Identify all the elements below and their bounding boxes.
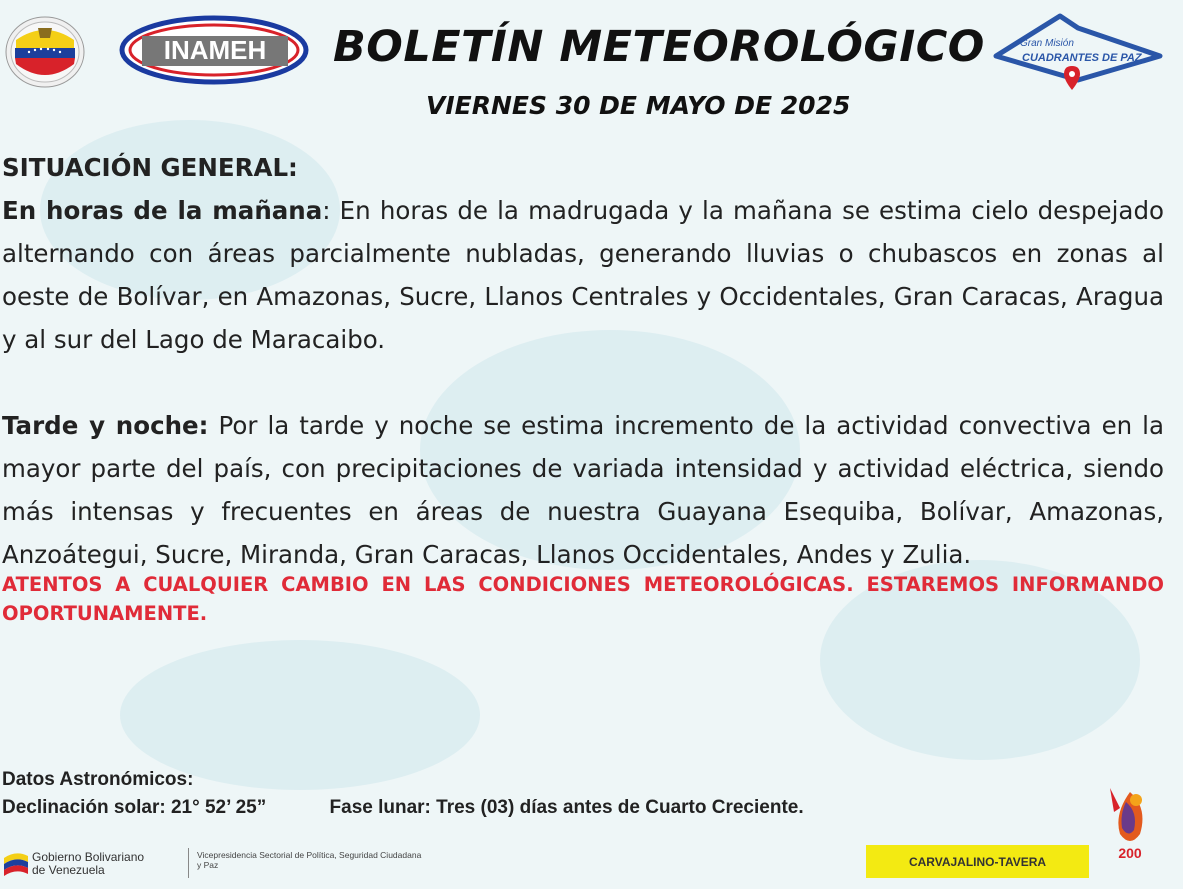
venezuela-seal-icon	[4, 14, 86, 90]
badge-label: CARVAJALINO-TAVERA	[908, 854, 1047, 869]
svg-text:200: 200	[1118, 845, 1142, 861]
svg-text:INAMEH: INAMEH	[163, 35, 267, 65]
paragraph-gap	[2, 361, 1164, 404]
bulletin-date: VIERNES 30 DE MAYO DE 2025	[426, 91, 851, 120]
bulletin-content	[2, 146, 1164, 628]
evening-paragraph	[2, 404, 1164, 576]
footer-divider	[188, 848, 189, 878]
inameh-logo-icon	[118, 14, 310, 86]
alert-notice: ATENTOS A CUALQUIER CAMBIO EN LAS CONDICIONES METEOROLÓGICAS. ESTAREMOS INFORMANDO OPORTUNAMENTE.	[2, 573, 1164, 625]
astro-row	[2, 794, 804, 822]
carvajalino-badge	[866, 845, 1089, 878]
morning-label: En horas de la mañana	[2, 196, 323, 225]
situation-heading: SITUACIÓN GENERAL:	[2, 153, 298, 182]
evening-text: Por la tarde y noche se estima incremento de la actividad convectiva en la mayor parte del país, con precipitaciones de variada intensidad y actividad eléctrica, siendo más intensas y frecuentes en áreas de nuestra Guayana Esequiba, Bolívar, Amazonas, Anzoátegui, Sucre, Miranda, Gran Caracas, Llanos Occidentales, Andes y Zulia.	[2, 411, 1164, 569]
evening-label: Tarde y noche:	[2, 411, 209, 440]
bicentenario-emblem-icon	[1100, 778, 1160, 876]
astro-heading: Datos Astronómicos:	[2, 769, 194, 790]
morning-paragraph	[2, 189, 1164, 361]
vice-presidency: Vicepresidencia Sectorial de Política, Seguridad Ciudadana y Paz	[197, 850, 422, 870]
solar-declination: Declinación solar: 21° 52’ 25”	[2, 797, 267, 818]
venezuela-flag-icon	[2, 848, 30, 878]
moon-phase: Fase lunar: Tres (03) días antes de Cuarto Creciente.	[329, 797, 804, 818]
morning-text: : En horas de la madrugada y la mañana se estima cielo despejado alternando con áreas parcialmente nubladas, generando lluvias o chubascos en zonas al oeste de Bolívar, en Amazonas, Sucre, Llanos Centrales y Occidentales, Gran Caracas, Aragua y al sur del Lago de Maracaibo.	[2, 196, 1164, 354]
cuadrantes-line1: Gran Misión	[1020, 38, 1074, 49]
gov-line1: Gobierno Bolivariano	[32, 850, 145, 864]
gov-line2: de Venezuela	[32, 863, 105, 877]
astronomical-data	[2, 766, 804, 822]
bulletin-title: BOLETÍN METEOROLÓGICO	[333, 22, 985, 72]
cuadrantes-line2: CUADRANTES DE PAZ	[1022, 52, 1142, 64]
